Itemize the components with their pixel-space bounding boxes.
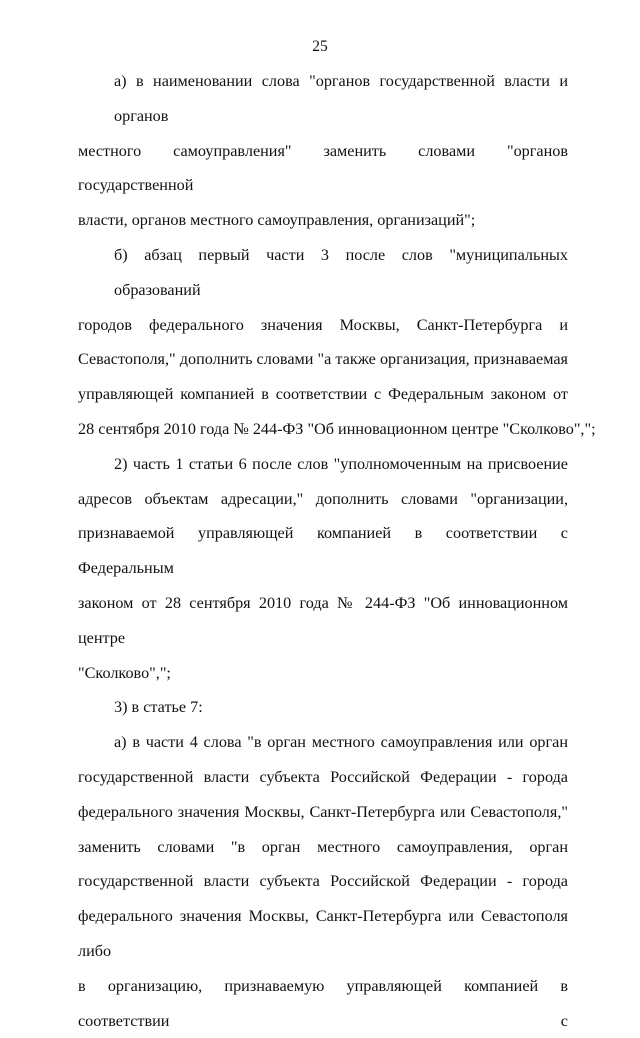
- document-body: [78, 64, 596, 1038]
- text-line: 28 сентября 2010 года № 244-ФЗ "Об инновационном центре "Сколково",";: [78, 419, 596, 438]
- paragraph-1b: [78, 238, 596, 447]
- text-line: федерального значения Москвы, Санкт-Петербурга или Севастополя,": [78, 802, 568, 821]
- text-line: власти, органов местного самоуправления, организаций";: [78, 211, 476, 230]
- text-line: адресов объектам адресации," дополнить словами "организации,: [78, 489, 568, 508]
- text-line: законом от 28 сентября 2010 года № 244-ФЗ "Об инновационном центре: [78, 593, 568, 647]
- text-line: а) в наименовании слова "органов государственной власти и органов: [114, 72, 568, 125]
- text-line: федерального значения Москвы, Санкт-Петербурга или Севастополя либо: [78, 907, 568, 960]
- paragraph-1a: [78, 64, 568, 238]
- text-line: заменить словами "в орган местного самоуправления, орган: [78, 837, 568, 856]
- paragraph-2: [78, 447, 568, 691]
- text-line: а) в части 4 слова "в орган местного самоуправления или орган: [114, 733, 568, 752]
- text-line: 2) часть 1 статьи 6 после слов "уполномоченным на присвоение: [114, 454, 568, 473]
- text-line: в организацию, признаваемую управляющей компанией в соответствии с: [78, 976, 568, 1030]
- text-line: Севастополя," дополнить словами "а также организация, признаваемая: [78, 350, 568, 369]
- text-line: местного самоуправления" заменить словами "органов государственной: [78, 141, 568, 195]
- text-line: б) абзац первый части 3 после слов "муниципальных образований: [114, 245, 568, 299]
- text-line: городов федерального значения Москвы, Санкт-Петербурга и: [78, 315, 568, 334]
- paragraph-3a: [78, 725, 568, 1038]
- text-line: государственной власти субъекта Российской Федерации - города: [78, 767, 568, 786]
- text-line: 3) в статье 7:: [114, 698, 203, 717]
- text-line: признаваемой управляющей компанией в соответствии с Федеральным: [78, 524, 568, 578]
- page-number: 25: [312, 38, 328, 55]
- text-line: государственной власти субъекта Российской Федерации - города: [78, 872, 568, 891]
- paragraph-3: [78, 690, 568, 725]
- text-line: "Сколково",";: [78, 663, 171, 682]
- text-line: управляющей компанией в соответствии с Федеральным законом от: [78, 385, 568, 404]
